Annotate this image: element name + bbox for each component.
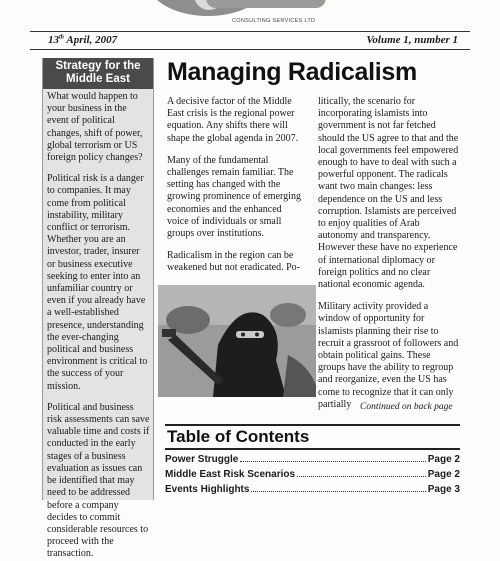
sidebar-paragraph: What would happen to your business in the event of political changes, shift of power, global terrorism or US foreign policy changes?	[47, 91, 143, 164]
sidebar-title: Strategy for the Middle East	[43, 58, 153, 89]
article-column-2	[318, 96, 460, 421]
issue-volume: Volume 1, number 1	[366, 34, 458, 46]
article-paragraph: Radicalism in the region can be weakened but not eradicated. Po-	[167, 250, 301, 274]
article-headline: Managing Radicalism	[167, 58, 417, 86]
toc-item-label: Events Highlights	[165, 484, 250, 495]
masked-gunman-photo	[158, 285, 316, 397]
sidebar	[42, 58, 154, 560]
article-column-1	[167, 96, 302, 285]
issue-date: 13th April, 2007	[48, 34, 118, 46]
toc-item-risk-scenarios[interactable]	[165, 465, 460, 480]
logo-wordmark-icon	[206, 0, 326, 8]
dateline	[30, 31, 470, 50]
toc-item-page: Page 2	[427, 454, 460, 465]
toc-item-power-struggle[interactable]	[165, 450, 460, 465]
continued-note: Continued on back page	[360, 402, 453, 412]
toc-item-label: Middle East Risk Scenarios	[165, 469, 296, 480]
toc-leader	[297, 476, 426, 477]
photo-graphic-icon	[158, 285, 316, 397]
toc-item-events-highlights[interactable]	[165, 480, 460, 495]
toc-item-page: Page 3	[427, 484, 460, 495]
toc-leader	[240, 461, 425, 462]
sidebar-paragraph: Political risk is a danger to companies. It may come from political instability, military conflict or terrorism. Whether you are an investor, trader, insurer or business executive seeking to enter into an unfamiliar country or even if you already have a well-established presence, understanding the ever-changing political and business environment is critical to the success of your mission.	[47, 173, 148, 392]
masthead-tagline: CONSULTING SERVICES LTD	[232, 18, 316, 24]
article-paragraph: Military activity provided a window of opportunity for islamists planning their rise to recruit a grassroot of followers and obtain political gains. These groups have the ability to regroup and reorganize, even the US has come to recognize that it can only partially	[318, 301, 459, 410]
table-of-contents	[165, 424, 460, 495]
toc-item-page: Page 2	[427, 469, 460, 480]
article-paragraph: Many of the fundamental challenges remain familiar. The setting has changed with the growing prominence of emerging economies and the enhanced voice of individuals or small groups over institutions.	[167, 154, 301, 240]
toc-item-label: Power Struggle	[165, 454, 239, 465]
sidebar-paragraph: Political and business risk assessments can save valuable time and costs if conducted in the early stages of a business evaluation as issues can be identified that may need to be addressed before a company decides to commit considerable resources to proceed with the transaction.	[47, 401, 150, 560]
toc-title: Table of Contents	[165, 424, 460, 450]
toc-leader	[251, 491, 425, 492]
masthead	[30, 0, 470, 30]
article-paragraph: A decisive factor of the Middle East crisis is the regional power equation. Any shifts there will shape the global agenda in 2007.	[167, 96, 299, 144]
article-paragraph: litically, the scenario for incorporating islamists into government is not far fetched should the US agree to that and the local governments feel empowered enough to have to deal with such a powerful opponent. The radicals want two main changes: less dependence on the US and less corruption. Islamists are perceived to enjoy qualities of Arab autonomy and transparency. However these have no experience of international diplomacy or foreign politics and no clear national economic agenda.	[318, 96, 459, 291]
